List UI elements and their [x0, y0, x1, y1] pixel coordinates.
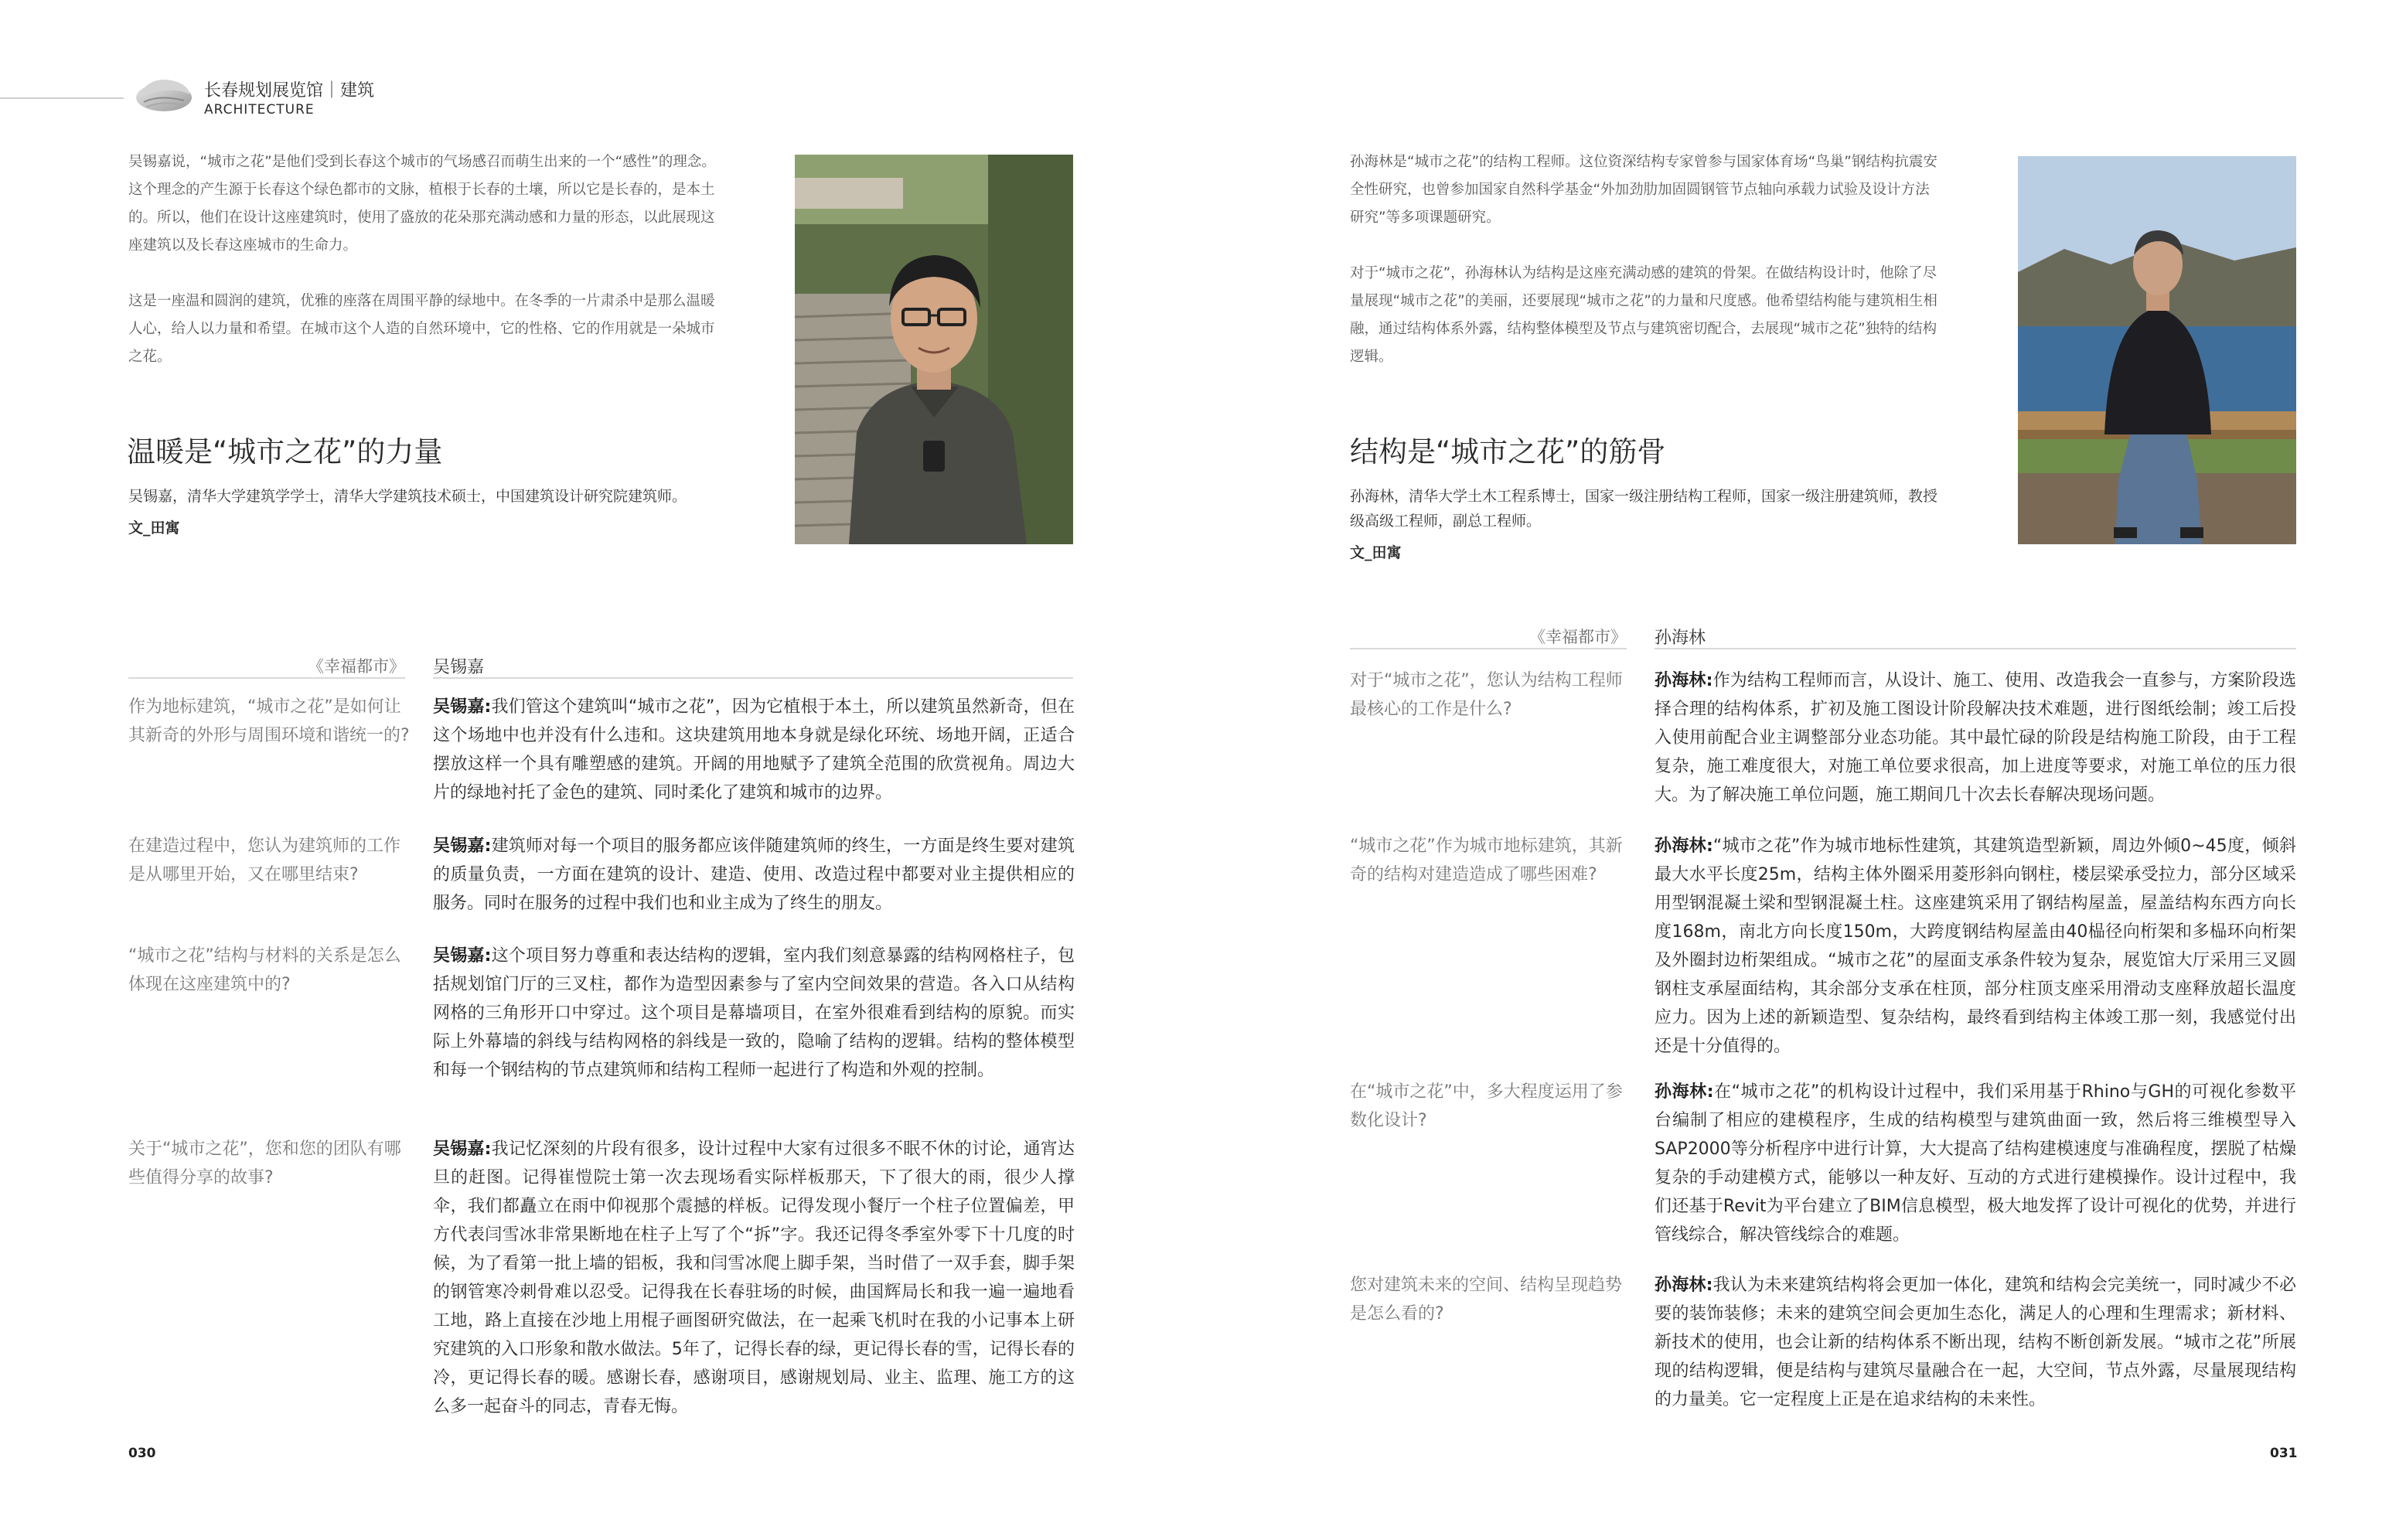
right-answer-rule [1655, 648, 2296, 649]
page-number-left: 030 [128, 1446, 156, 1461]
answer-text: 建筑师对每一个项目的服务都应该伴随建筑师的终生，一方面是终生要对建筑的质量负责，一方面在建筑的设计、建造、使用、改造过程中都要对业主提供相应的服务。同时在服务的过程中我们也和业主成为了终生的朋友。 [433, 836, 1075, 913]
right-answer [1655, 1078, 2296, 1249]
answer-text: 我们管这个建筑叫“城市之花”，因为它植根于本土，所以建筑虽然新奇，但在这个场地中也并没有什么违和。这块建筑用地本身就是绿化环统、场地开阔，正适合摆放这样一个具有雕塑感的建筑。开阔的用地赋予了建筑全范围的欣赏视角。周边大片的绿地衬托了金色的建筑、同时柔化了建筑和城市的边界。 [433, 697, 1075, 802]
right-answer [1655, 666, 2296, 809]
portrait-wu-xijia [795, 155, 1073, 544]
left-section-title: 温暖是“城市之花”的力量 [127, 435, 443, 468]
answer-text: 这个项目努力尊重和表达结构的逻辑，室内我们刻意暴露的结构网格柱子，包括规划馆门厅的三叉柱，都作为造型因素参与了室内空间效果的营造。各入口从结构网格的三角形开口中穿过。这个项目是幕墙项目，在室外很难看到结构的原貌。而实际上外幕墙的斜线与结构网格的斜线是一致的，隐喻了结构的逻辑。结构的整体模型和每一个钢结构的节点建筑师和结构工程师一起进行了构造和外观的控制。 [433, 946, 1075, 1080]
right-section-title: 结构是“城市之花”的筋骨 [1350, 435, 1666, 468]
right-answer [1655, 1271, 2296, 1414]
right-intro [1350, 148, 1937, 399]
answer-speaker: 吴锡嘉: [433, 1140, 492, 1159]
right-question: 对于“城市之花”，您认为结构工程师最核心的工作是什么? [1350, 671, 1623, 719]
right-interviewee-name: 孙海林 [1655, 629, 1706, 648]
portrait-sun-hailin-image [2018, 156, 2296, 544]
left-answer [433, 693, 1075, 807]
left-intro-paragraph: 这是一座温和圆润的建筑，优雅的座落在周围平静的绿地中。在冬季的一片肃杀中是那么温暖人心，给人以力量和希望。在城市这个人造的自然环境中，它的性格、它的作用就是一朵城市之花。 [128, 293, 715, 365]
header-rule [0, 97, 124, 99]
left-intro [128, 148, 716, 399]
answer-text: 我认为未来建筑结构将会更加一体化，建筑和结构会完美统一，同时减少不必要的装饰装修；未来的建筑空间会更加生态化，满足人的心理和生理需求；新材料、新技术的使用，也会让新的结构体系不断出现，结构不断创新发展。“城市之花”所展现的结构逻辑，便是结构与建筑尽量融合在一起，大空间，节点外露，尽量展现结构的力量美。它一定程度上正是在追求结构的未来性。 [1655, 1276, 2296, 1409]
right-question: 您对建筑未来的空间、结构呈现趋势是怎么看的? [1350, 1276, 1623, 1324]
right-bio: 孙海林，清华大学土木工程系博士，国家一级注册结构工程师，国家一级注册建筑师，教授级高级工程师，副总工程师。 [1350, 488, 1938, 530]
left-question: 作为地标建筑，“城市之花”是如何让其新奇的外形与周围环境和谐统一的? [128, 697, 410, 745]
portrait-wu-xijia-image [795, 155, 1073, 544]
page-number-right: 031 [2270, 1446, 2298, 1461]
left-intro-paragraph: 吴锡嘉说，“城市之花”是他们受到长春这个城市的气场感召而萌生出来的一个“感性”的理念。这个理念的产生源于长春这个绿色都市的文脉，植根于长春的土壤，所以它是长春的，是本土的。所以，他们在设计这座建筑时，使用了盛放的花朵那充满动感和力量的形态，以此展现这座建筑以及长春这座城市的生命力。 [128, 154, 716, 254]
answer-speaker: 孙海林: [1655, 1082, 1714, 1102]
answer-speaker: 孙海林: [1655, 1276, 1713, 1295]
header-title: 长春规划展览馆｜建筑 [204, 81, 375, 101]
left-answer [433, 832, 1075, 918]
right-intro-paragraph: 孙海林是“城市之花”的结构工程师。这位资深结构专家曾参与国家体育场“鸟巢”钢结构抗震安全性研究，也曾参加国家自然科学基金“外加劲肋加固圆钢管节点轴向承载力试验及设计方法研究”等多项课题研究。 [1350, 154, 1937, 226]
museum-logo [130, 71, 193, 116]
left-column-label: 《幸福都市》 [308, 657, 405, 676]
right-byline: 文_田寓 [1350, 544, 1402, 561]
left-question: 在建造过程中，您认为建筑师的工作是从哪里开始，又在哪里结束? [128, 836, 401, 884]
right-question-rule [1350, 648, 1627, 649]
answer-text: 我记忆深刻的片段有很多，设计过程中大家有过很多不眠不休的讨论，通宵达旦的赶图。记得崔愷院士第一次去现场看实际样板那天，下了很大的雨，很少人撑伞，我们都矗立在雨中仰视那个震撼的样板。记得发现小餐厅一个柱子位置偏差，甲方代表闫雪冰非常果断地在柱子上写了个“拆”字。我还记得冬季室外零下十几度的时候，为了看第一批上墙的铝板，我和闫雪冰爬上脚手架，当时借了一双手套，脚手架的钢管寒冷刺骨难以忍受。记得我在长春驻场的时候，曲国辉局长和我一遍一遍地看工地，路上直接在沙地上用棍子画图研究做法，在一起乘飞机时在我的小记事本上研究建筑的入口形象和散水做法。5年了，记得长春的绿，更记得长春的雪，记得长春的冷，更记得长春的暖。感谢长春，感谢项目，感谢规划局、业主、监理、施工方的这么多一起奋斗的同志，青春无悔。 [433, 1140, 1075, 1416]
left-question: 关于“城市之花”，您和您的团队有哪些值得分享的故事? [128, 1140, 401, 1187]
right-question: 在“城市之花”中，多大程度运用了参数化设计? [1350, 1082, 1623, 1130]
left-question-rule [128, 677, 405, 679]
answer-text: “城市之花”作为城市地标性建筑，其建筑造型新颖，周边外倾0~45度，倾斜最大水平长度25m，结构主体外圈采用菱形斜向钢柱，楼层梁承受拉力，部分区域采用型钢混凝土梁和型钢混凝土柱。这座建筑采用了钢结构屋盖，屋盖结构东西方向长度168m，南北方向长度150m，大跨度钢结构屋盖由40榀径向桁架和多榀环向桁架及外圈封边桁架组成。“城市之花”的屋面支承条件较为复杂，展览馆大厅采用三叉圆钢柱支承屋面结构，其余部分支承在柱顶，部分柱顶支座采用滑动支座释放超长温度应力。因为上述的新颖造型、复杂结构，最终看到结构主体竣工那一刻，我感觉付出还是十分值得的。 [1655, 836, 2296, 1056]
left-byline: 文_田寓 [128, 520, 180, 537]
answer-speaker: 吴锡嘉: [433, 836, 492, 856]
answer-speaker: 吴锡嘉: [433, 697, 492, 717]
left-answer [433, 942, 1075, 1085]
left-interviewee-name: 吴锡嘉 [433, 658, 485, 677]
portrait-sun-hailin [2018, 156, 2296, 544]
right-question: “城市之花”作为城市地标建筑，其新奇的结构对建造造成了哪些困难? [1350, 836, 1623, 884]
answer-text: 作为结构工程师而言，从设计、施工、使用、改造我会一直参与，方案阶段选择合理的结构体系，扩初及施工图设计阶段解决技术难题，进行图纸绘制；竣工后投入使用前配合业主调整部分业态功能。其中最忙碌的阶段是结构施工阶段，由于工程复杂，施工难度很大，对施工单位要求很高，加上进度等要求，对施工单位的压力很大。为了解决施工单位问题，施工期间几十次去长春解决现场问题。 [1655, 671, 2296, 805]
answer-speaker: 孙海林: [1655, 671, 1713, 690]
left-bio: 吴锡嘉，清华大学建筑学学士，清华大学建筑技术硕士，中国建筑设计研究院建筑师。 [128, 488, 687, 505]
right-answer [1655, 832, 2296, 1061]
left-answer-rule [433, 677, 1073, 679]
answer-text: 在“城市之花”的机构设计过程中，我们采用基于Rhino与GH的可视化参数平台编制了相应的建模程序，生成的结构模型与建筑曲面一致，然后将三维模型导入SAP2000等分析程序中进行计算，大大提高了结构建模速度与准确程度，摆脱了枯燥复杂的手动建模方式，能够以一种友好、互动的方式进行建模操作。设计过程中，我们还基于Revit为平台建立了BIM信息模型，极大地发挥了设计可视化的优势，并进行管线综合，解决管线综合的难题。 [1655, 1082, 2296, 1245]
left-answer [433, 1135, 1075, 1421]
answer-speaker: 孙海林: [1655, 836, 1713, 856]
answer-speaker: 吴锡嘉: [433, 946, 492, 966]
right-intro-paragraph: 对于“城市之花”，孙海林认为结构是这座充满动感的建筑的骨架。在做结构设计时，他除了尽量展现“城市之花”的美丽，还要展现“城市之花”的力量和尺度感。他希望结构能与建筑相生相融，通过结构体系外露，结构整体模型及节点与建筑密切配合，去展现“城市之花”独特的结构逻辑。 [1350, 265, 1937, 365]
header-subtitle: ARCHITECTURE [204, 102, 315, 118]
right-column-label: 《幸福都市》 [1529, 628, 1627, 646]
left-question: “城市之花”结构与材料的关系是怎么体现在这座建筑中的? [128, 946, 401, 994]
